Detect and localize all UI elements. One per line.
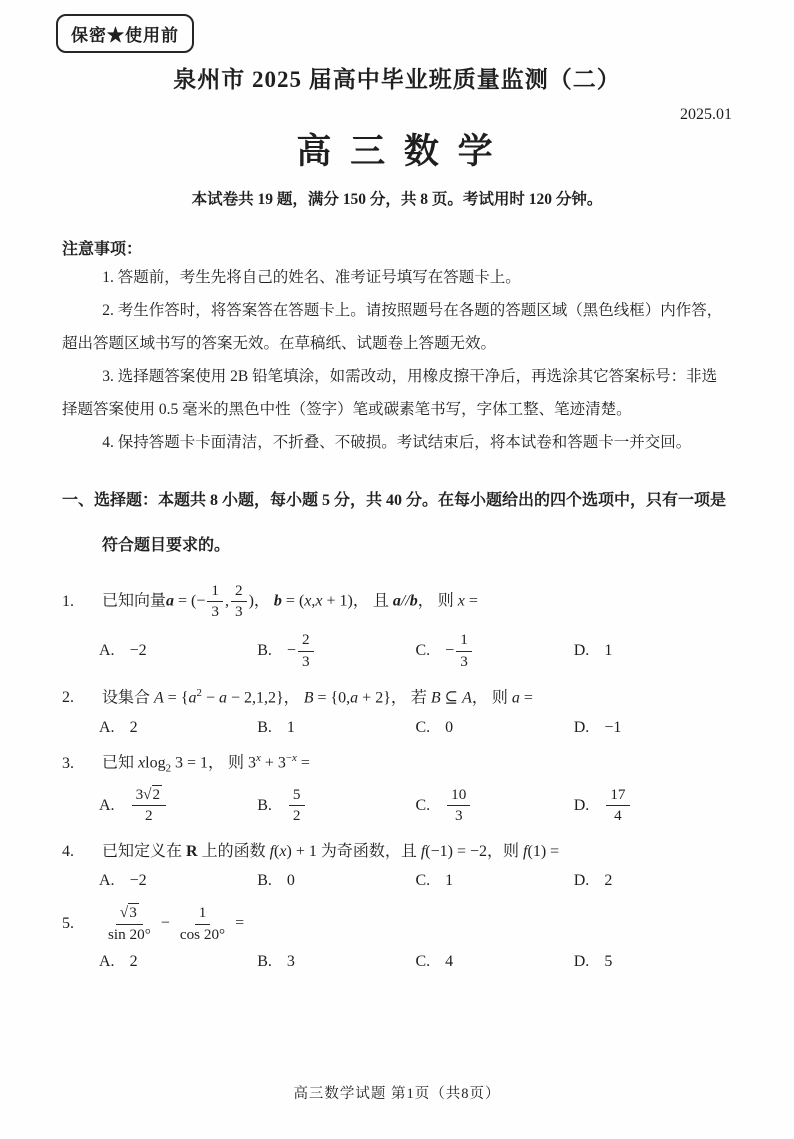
option-value: 1 [604, 642, 613, 659]
option-label: D. [573, 952, 590, 970]
option-value: − $\frac{2}{3}$ [287, 630, 316, 671]
questions-list [62, 581, 732, 971]
question-5-option-d [574, 953, 732, 971]
option-label: D. [573, 796, 590, 814]
question-2-options [99, 719, 732, 737]
option-value: $\frac{5}{2}$ [287, 785, 307, 826]
option-label: C. [415, 642, 431, 659]
question-3-option-d [574, 785, 732, 826]
option-label: C. [415, 952, 431, 970]
option-label: A. [99, 718, 115, 736]
question-3-stem: 已知 xlog$_2$ 3 = 1， 则 $3^x + 3^{-x}$ = [102, 751, 310, 775]
question-1-option-b [257, 630, 415, 671]
option-label: B. [257, 872, 272, 890]
question-1-options [99, 630, 732, 671]
question-2-option-d [574, 719, 732, 737]
question-4-number: 4. [62, 843, 74, 861]
question-1 [62, 581, 732, 672]
option-label: B. [257, 796, 272, 814]
exam-date: 2025.01 [680, 106, 732, 123]
question-3-option-c [416, 785, 574, 826]
option-value: 2 [604, 872, 613, 890]
subject-title: 高 三 数 学 [296, 132, 498, 171]
notice-item-3: 3. 选择题答案使用 2B 铅笔填涂，如需改动，用橡皮擦干净后，再选涂其它答案标号：非选择题答案使用 0.5 毫米的黑色中性（签字）笔或碳素笔书写，字体工整、笔迹清楚。 [62, 367, 718, 418]
notices-section [62, 240, 732, 459]
question-3-number: 3. [62, 754, 74, 772]
exam-meta: 本试卷共 19 题，满分 150 分，共 8 页。考试用时 120 分钟。 [191, 191, 603, 208]
question-3-option-a [99, 785, 257, 826]
notices-title: 注意事项： [62, 241, 143, 258]
question-2-option-b [257, 719, 415, 737]
option-label: C. [415, 718, 431, 736]
question-1-number: 1. [62, 592, 74, 610]
question-3-options [99, 785, 732, 826]
question-1-option-d [574, 630, 732, 671]
question-2-number: 2. [62, 688, 74, 706]
notice-item-4: 4. 保持答题卡卡面清洁，不折叠、不破损。考试结束后，将本试卷和答题卡一并交回。 [102, 433, 692, 451]
option-value: − $\frac{1}{3}$ [445, 630, 474, 671]
question-5-option-a [99, 953, 257, 971]
question-4-option-d [574, 872, 732, 890]
question-5-number: 5. [62, 915, 74, 933]
confidential-badge: 保密★使用前 [56, 14, 194, 53]
question-1-option-a [99, 630, 257, 671]
question-1-stem: 已知向量a = (− $\frac{1}{3}$ , $\frac{2}{3}$ )， b = (x,x + 1)， 且 a//b， 则 x = [102, 581, 478, 621]
question-2-stem: 设集合 $A = \{a^2 - a - 2,1,2\}$， B = {0,a + 2}， 若 B ⊆ A， 则 a = [102, 686, 533, 707]
question-3 [62, 750, 732, 827]
question-3-option-b [257, 785, 415, 826]
option-label: C. [415, 796, 431, 814]
question-2-option-a [99, 719, 257, 737]
option-value: −2 [129, 872, 147, 890]
option-value: 3 [286, 952, 295, 970]
option-label: B. [257, 718, 272, 736]
option-value: 4 [445, 952, 454, 970]
option-value: −2 [129, 642, 147, 659]
option-label: D. [573, 718, 590, 736]
notice-item-1: 1. 答题前，考生先将自己的姓名、准考证号填写在答题卡上。 [102, 268, 521, 286]
section-one-heading: 一、选择题：本题共 8 小题，每小题 5 分，共 40 分。在每小题给出的四个选项中，只有一项是符合题目要求的。 [62, 491, 727, 554]
option-label: D. [573, 872, 590, 890]
option-value: $\frac{3√2}{2}$ [130, 785, 169, 826]
option-value: 2 [129, 952, 138, 970]
option-label: A. [99, 872, 115, 890]
option-value: 5 [604, 952, 613, 970]
question-5-option-b [257, 953, 415, 971]
option-value: 0 [445, 718, 454, 736]
question-4-option-a [99, 872, 257, 890]
question-2-option-c [416, 719, 574, 737]
option-value: 2 [129, 718, 138, 736]
page-footer: 高三数学试题 第1页（共8页） [293, 1086, 501, 1102]
option-label: B. [257, 952, 272, 970]
option-value: 1 [286, 718, 295, 736]
question-4-options [99, 872, 732, 890]
question-5-option-c [416, 953, 574, 971]
question-2 [62, 685, 732, 737]
question-5-stem: $\frac{√3}{\sin 20^\circ}$ − $\frac{1}{\cos 20^\circ}$ = [108, 904, 245, 943]
option-value: 1 [445, 872, 454, 890]
exam-title: 泉州市 2025 届高中毕业班质量监测（二） [173, 67, 621, 92]
question-5 [62, 903, 732, 970]
option-label: A. [99, 642, 115, 659]
option-label: A. [99, 952, 115, 970]
question-4 [62, 840, 732, 891]
option-value: $\frac{10}{3}$ [445, 785, 472, 826]
question-4-stem: 已知定义在 R 上的函数 f(x) + 1 为奇函数，且 f(−1) = −2，则 f(1) = [102, 842, 560, 860]
question-1-option-c [416, 630, 574, 671]
option-label: B. [257, 642, 272, 659]
option-label: D. [573, 642, 590, 659]
notice-item-2: 2. 考生作答时，将答案答在答题卡上。请按照题号在各题的答题区域（黑色线框）内作答，超出答题区域书写的答案无效。在草稿纸、试题卷上答题无效。 [62, 301, 723, 352]
question-4-option-c [416, 872, 574, 890]
option-label: A. [99, 796, 115, 814]
option-value: −1 [604, 718, 622, 736]
question-5-options [99, 953, 732, 971]
option-value: 0 [286, 872, 295, 890]
option-value: $\frac{17}{4}$ [604, 785, 631, 826]
question-4-option-b [257, 872, 415, 890]
option-label: C. [415, 872, 431, 890]
